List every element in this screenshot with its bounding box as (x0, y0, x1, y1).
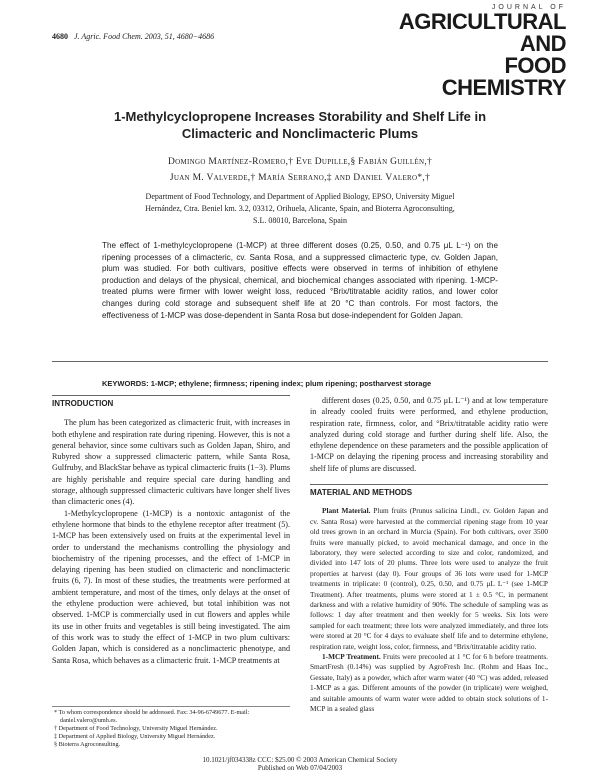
methods-heading: MATERIAL AND METHODS (310, 484, 548, 498)
footnote-4: § Bioterra Agroconsulting. (54, 741, 121, 748)
authors-line1: Domingo Martínez-Romero,† Eve Dupille,§ Fabián Guillén,† (167, 157, 433, 167)
page-number: 4680 (52, 32, 68, 41)
logo-small-text: JOURNAL OF (491, 4, 566, 11)
intro-paragraph-1: The plum has been categorized as climacteric fruit, with increases in both ethylene and respiration rate during ripening. However, this is not a general behavior, since some cultivars such as Golden Japan, Shiro, and Rubyred show a suppressed climacteric pattern, while Santa Rosa, Gulfruby, and BlackStar behave as typical climacteric fruits (1−3). Plums are highly perishable and require special care during handling and storage, although suppressed climacteric cultivars have longer shelf lives than climacteric ones (4). (52, 418, 291, 507)
right-paragraph-1: different doses (0.25, 0.50, and 0.75 μL L⁻¹) and at low temperature in already cooled fruits were performed, and ethylene production, respiration rate, firmness, color, and °Brix/titratable acidity ratio were analyzed during cold storage and further during shelf life. Also, the ethylene dependence on these parameters and the possible application of 1-MCP on delaying the ripening process and increasing storability and shelf life of plums are discussed. (310, 396, 548, 473)
affiliation-line2: Hernández, Ctra. Beniel km. 3.2, 03312, Orihuela, Alicante, Spain, and Bioterra Agroconsulting, (145, 204, 455, 213)
footnote-3: ‡ Department of Applied Biology, University Miguel Hernández. (54, 733, 216, 740)
footer-line1: 10.1021/jf034338z CCC: $25.00 © 2003 American Chemical Society (202, 756, 398, 764)
methods-paragraph-2 (310, 652, 548, 714)
affiliation (60, 191, 540, 227)
logo-line2: FOOD CHEMISTRY (441, 53, 566, 100)
right-column (310, 395, 548, 715)
journal-logo (396, 4, 566, 99)
title-line2: Climacteric and Nonclimacteric Plums (181, 126, 419, 141)
citation: J. Agric. Food Chem. 2003, 51, 4680−4686 (74, 32, 215, 41)
title-line1: 1-Methylcyclopropene Increases Storability and Shelf Life in (113, 109, 487, 124)
methods-p1-text: Plum fruits (Prunus salicina Lindl., cv. Golden Japan and cv. Santa Rosa) were harvested at the commercial ripening stage from 10 year old trees grown in an orchard in Murcia (Spain). For both cultivars, over 3500 fruits were manually picked, to avoid mechanical damage, and once in the laboratory, they were selected according to size and color, randomized, and divided into 147 lots of 20 plums. Three lots were used to analyze the fruit properties at harvest (day 0). Four groups of 36 lots were used for 1-MCP treatments in triplicate: 0 (control), 0.25, 0.50, and 0.75 μL L⁻¹ (see 1-MCP Treatment). After treatments, plums were stored at 1 ± 0.5 °C, in permanent darkness and with a relative humidity of 90%. The schedule of sampling was as follows: 1 day after treatment and then weekly for 5 weeks. Six lots were sampled for each treatment; three lots were analyzed immediately, and three lots were stored at 20 °C for 4 days to evaluate shelf life and to determine ethylene, respiration rate, weight loss, color, firmness, and °Brix/titratable acidity ratio. (310, 506, 548, 651)
methods-p2-text: Fruits were precooled at 1 °C for 6 h before treatments. SmartFresh (0.14%) was supplied by AgroFresh Inc. (Rohm and Haas Inc., Gessate, Italy) as a powder, which after warm water (40 °C) was added, released 1-MCP as a gas. Different amounts of the powder (in triplicate) were weighed, and suitable amounts of warm water were added to obtain stock solutions of 1-MCP in a sealed glass (310, 652, 548, 714)
article-title (60, 108, 540, 142)
intro-paragraph-2: 1-Methylcyclopropene (1-MCP) is a nontoxic antagonist of the ethylene hormone that binds to the ethylene receptor after treatment (5). 1-MCP has been extensively used on fruits at the experimental level in order to understand the mechanisms controlling the physiology and biochemistry of the ripening processes, and the effect of 1-MCP in delaying ripening has been studied on climacteric and nonclimacteric fruits (6, 7). In most of these studies, the treatments were performed at ambient temperature, and most of the times, only delays at the onset of the ethylene production were achieved, but total inhibition was not observed. 1-MCP is commercially used in cut flowers and apples while its use in other fruits and vegetables is still being investigated. The aim of this work was to study the effect of 1-MCP in two plum cultivars: Golden Japan, which is considered as a nonclimacteric phenotype, and Santa Rosa, which behaves as a climacteric fruit. 1-MCP treatments at (52, 508, 290, 665)
affiliation-line3: S.L. 08010, Barcelona, Spain (253, 216, 347, 225)
divider (52, 361, 548, 362)
authors-line2: Juan M. Valverde,† María Serrano,‡ and Daniel Valero*,† (169, 173, 431, 183)
running-head (52, 32, 352, 41)
logo-line1: AGRICULTURAL AND (398, 9, 566, 56)
footer-line2: Published on Web 07/04/2003 (257, 764, 343, 772)
keywords: KEYWORDS: 1-MCP; ethylene; firmness; ripening index; plum ripening; postharvest storage (102, 379, 432, 388)
footnote-1: * To whom correspondence should be addressed. Fax: 34-96-6749677. E-mail: daniel.valero@umh.es. (54, 709, 250, 724)
intro-heading: INTRODUCTION (52, 395, 290, 409)
page-footer (52, 756, 548, 772)
authors (60, 154, 540, 186)
methods-p1-lead: Plant Material. (322, 506, 371, 516)
methods-paragraph-1 (310, 506, 548, 652)
methods-p2-lead: 1-MCP Treatment. (322, 652, 381, 662)
left-column (52, 395, 290, 666)
abstract: The effect of 1-methylcyclopropene (1-MCP) at three different doses (0.25, 0.50, and 0.75 μL L⁻¹) on the ripening processes of a climacteric, cv. Santa Rosa, and a suppressed climacteric type, cv. Golden Japan, plum was studied. For both cultivars, positive effects were observed in terms of inhibition of ethylene production and delays of the physical, chemical, and biochemical changes associated with ripening. 1-MCP-treated plums were firmer with lower weight loss, reduced °Brix/titratable acidity ratios, and lower color changes during cold storage and subsequent shelf life at 20 °C than controls. For most factors, the effectiveness of 1-MCP was dose-dependent in Santa Rosa but dose-independent for Golden Japan. (102, 241, 498, 320)
footnotes (52, 706, 290, 749)
footnote-2: † Department of Food Technology, University Miguel Hernández. (54, 725, 218, 732)
affiliation-line1: Department of Food Technology, and Department of Applied Biology, EPSO, University Miguel (145, 192, 455, 201)
